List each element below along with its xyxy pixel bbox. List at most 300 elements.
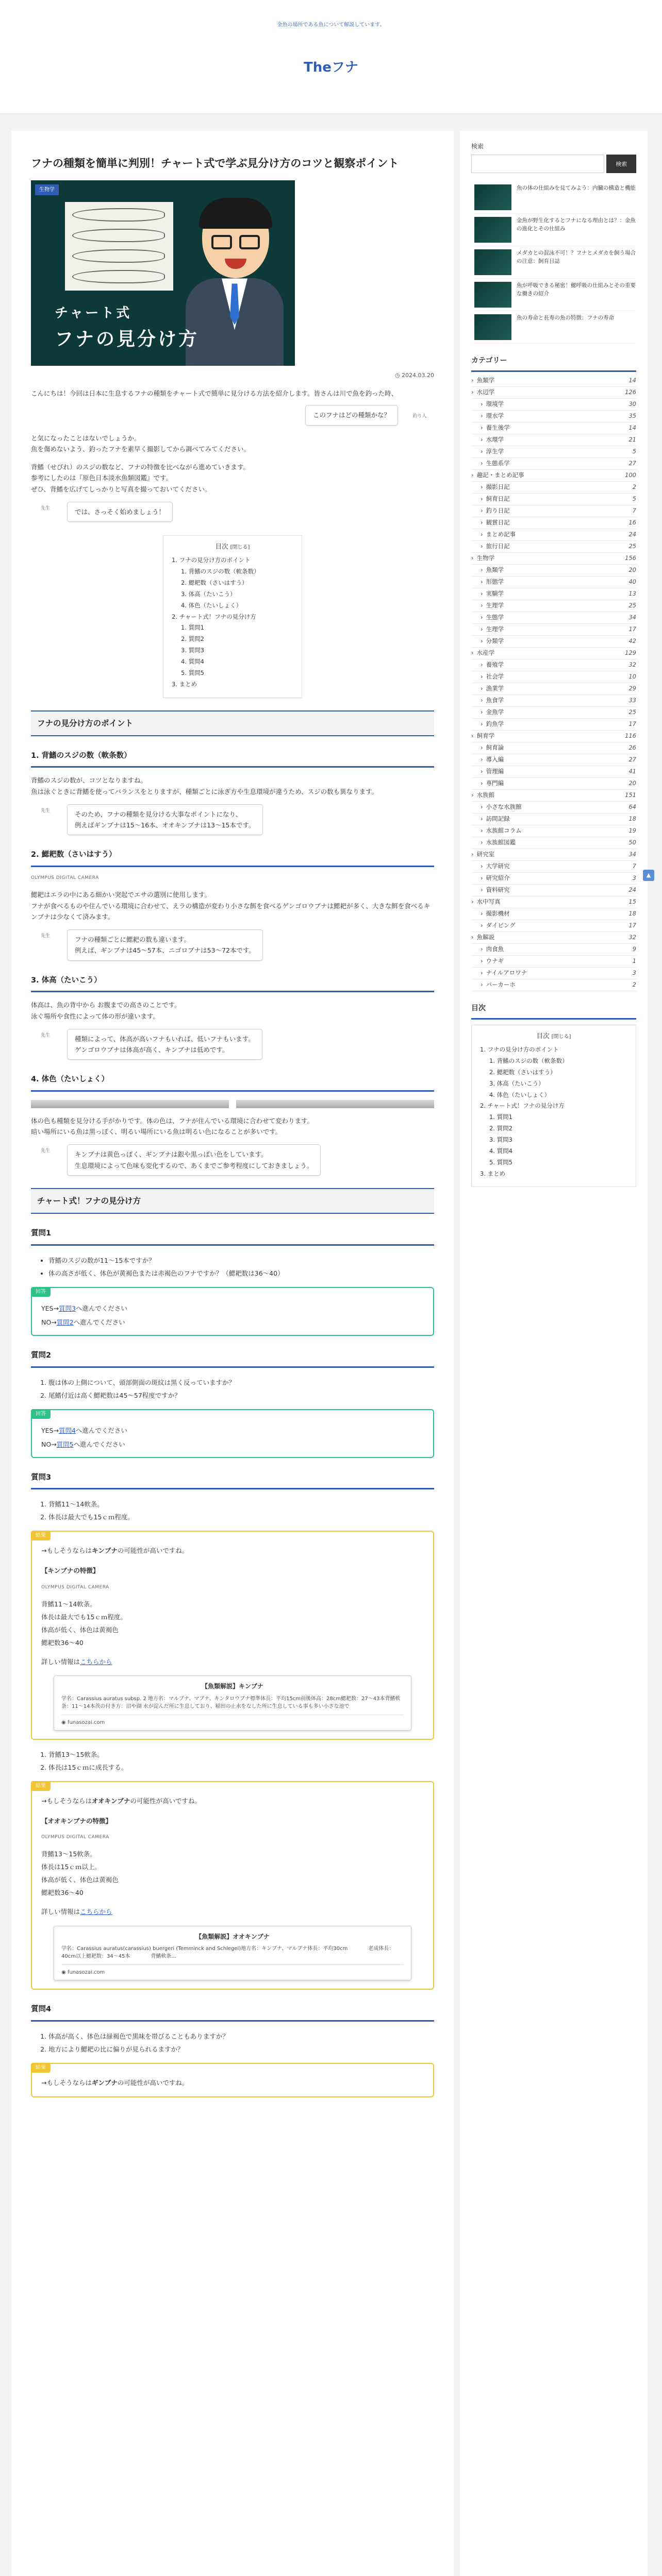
category-item[interactable] xyxy=(471,790,636,802)
category-item[interactable] xyxy=(471,482,636,494)
result-box xyxy=(31,1781,434,1990)
category-count: 27 xyxy=(628,460,636,467)
category-count: 27 xyxy=(628,756,636,764)
toc-item[interactable]: 3. まとめ xyxy=(172,680,197,688)
toc-item[interactable]: 2. チャート式！フナの見分け方 1. 質問1 2. 質問2 3. 質問3 4. 質問4 5. 質問5 xyxy=(480,1100,627,1168)
toc-item[interactable]: 1. 質問1 xyxy=(489,1113,512,1121)
site-logo[interactable]: Theフナ xyxy=(304,60,358,75)
balloon-text: 種類によって、体高が高いフナもいれば、低いフナもいます。 ゲンゴロウブナは体高が高く、キンブナは低めです。 xyxy=(67,1029,262,1060)
answer-box xyxy=(31,1409,434,1458)
category-name: › パーカーホ xyxy=(481,980,516,990)
category-name: › 水辺学 xyxy=(471,387,494,398)
category-count: 50 xyxy=(628,839,636,846)
recent-post-item[interactable] xyxy=(474,214,636,246)
post-thumbnail xyxy=(474,217,511,243)
category-item[interactable] xyxy=(471,659,636,671)
fish-drawing xyxy=(72,249,165,263)
fish-drawing xyxy=(72,229,165,242)
result-lead: →もしそうならはオオキンブナの可能性が高いですね。 xyxy=(41,1797,202,1805)
result-box xyxy=(31,2063,434,2097)
toc-item[interactable]: 2. チャート式！フナの見分け方 1. 質問1 2. 質問2 3. 質問3 4. 質問4 5. 質問5 xyxy=(172,612,293,679)
category-item[interactable] xyxy=(471,434,636,446)
category-item[interactable] xyxy=(471,825,636,837)
question-list xyxy=(31,2030,434,2056)
link-card-site: ◉ funasozai.com xyxy=(61,1715,404,1730)
section-heading: フナの見分け方のポイント xyxy=(31,710,434,736)
category-name: › 飼育日記 xyxy=(481,494,510,504)
category-item[interactable] xyxy=(471,742,636,754)
toc-item[interactable]: 3. 質問3 xyxy=(489,1136,512,1143)
category-item[interactable] xyxy=(471,399,636,411)
category-name: › 魚食学 xyxy=(481,696,504,706)
question-heading: 質問1 xyxy=(31,1227,434,1246)
category-name: › 肉食魚 xyxy=(481,944,504,955)
more-info-link[interactable]: こちらから xyxy=(80,1908,112,1916)
toc-item[interactable]: 2. 鰓耙数（さいはすう） xyxy=(489,1068,556,1076)
category-item[interactable] xyxy=(471,802,636,814)
recent-post-item[interactable] xyxy=(474,181,636,214)
main-content xyxy=(11,131,454,2576)
category-item[interactable] xyxy=(471,707,636,719)
category-count: 34 xyxy=(628,851,636,858)
list-item: 2. 尾鰭付近は高く鰓耙数は45〜57程度ですか？ xyxy=(48,1389,434,1402)
result-box xyxy=(31,1531,434,1739)
category-item[interactable] xyxy=(471,517,636,529)
category-item[interactable] xyxy=(471,908,636,920)
category-count: 14 xyxy=(628,377,636,384)
balloon-speaker: 先生 xyxy=(40,505,50,511)
recent-post-title: 魚の体の仕組みを見てみよう：内臓の構造と機能 xyxy=(517,185,636,192)
category-count: 151 xyxy=(625,791,636,799)
toc-header xyxy=(172,541,293,552)
recent-post-item[interactable] xyxy=(474,279,636,311)
speech-balloon xyxy=(31,502,434,522)
category-name: › 専門編 xyxy=(481,778,504,789)
category-item[interactable] xyxy=(471,624,636,636)
answer-no: NO→質問5へ進んでください xyxy=(41,1440,125,1449)
recent-post-item[interactable] xyxy=(474,246,636,279)
toc-item[interactable]: 2. 鰓耙数（さいはすう） xyxy=(181,579,248,587)
intro-paragraph: 背鰭（せびれ）のスジの数など、フナの特徴を比べながら進めていきます。 参考にしたのは『原色日本淡水魚類図鑑』です。 ぜひ、背鰭を広げてしっかりと写真を撮っておいてください。 xyxy=(31,463,250,493)
toc-title: 目次 xyxy=(215,543,228,551)
category-count: 7 xyxy=(632,507,636,515)
favicon-icon: ◉ xyxy=(61,1719,66,1725)
category-item[interactable] xyxy=(471,979,636,991)
post-date xyxy=(31,371,434,381)
category-count: 21 xyxy=(628,436,636,444)
category-count: 156 xyxy=(625,554,636,562)
list-item: 2. 体長は15ｃｍに成長する。 xyxy=(48,1761,434,1774)
category-name: › 管理編 xyxy=(481,767,504,777)
category-item[interactable] xyxy=(471,731,636,742)
paragraph: 体高は、魚の背中から お腹までの高さのことです。 泳ぐ場所や食性によって体の形が違います。 xyxy=(31,1001,181,1020)
category-name: › 撮影機材 xyxy=(481,909,510,919)
balloon-text: では、さっそく始めましょう！ xyxy=(67,502,173,522)
search-form xyxy=(471,155,636,173)
fish-name: キンブナ xyxy=(91,1547,118,1555)
category-name: › 生態学 xyxy=(481,613,504,623)
category-name: › 環水学 xyxy=(481,411,504,421)
category-name: › 漁業学 xyxy=(481,684,504,694)
category-name: › 水中写真 xyxy=(471,897,501,907)
search-button[interactable]: 検索 xyxy=(606,155,636,173)
category-name: › 撮影日記 xyxy=(481,482,510,493)
toc-item[interactable]: 5. 質問5 xyxy=(181,669,204,676)
intro-paragraph: こんにちは！今回は日本に生息するフナの種類をチャート式で簡単に見分ける方法を紹介します。皆さんは川で魚を釣った時、 xyxy=(31,389,398,398)
category-name: › 導入編 xyxy=(481,755,504,765)
category-count: 24 xyxy=(628,886,636,894)
category-count: 40 xyxy=(628,578,636,586)
image-placeholder xyxy=(236,1100,434,1108)
result-label: 結果 xyxy=(31,1781,51,1791)
category-item[interactable] xyxy=(471,470,636,482)
category-item[interactable] xyxy=(471,494,636,505)
toc-item[interactable]: 2. 質問2 xyxy=(181,635,204,643)
question-list xyxy=(31,1254,434,1280)
table-of-contents xyxy=(163,535,302,698)
toc-item[interactable]: 1. 背鰭のスジの数（軟条数） xyxy=(489,1057,568,1065)
eyecatch-image xyxy=(31,180,295,366)
category-name: › 実験学 xyxy=(481,589,504,599)
intro-paragraph: と気になったことはないでしょうか。 魚を傷めないよう、釣ったフナを素早く撮影してから調べてみてください。 xyxy=(31,434,251,453)
question-heading: 質問4 xyxy=(31,2003,434,2022)
image-placeholder-row xyxy=(31,1100,434,1108)
category-item[interactable] xyxy=(471,754,636,766)
toc-item[interactable]: 4. 質問4 xyxy=(181,657,204,665)
question-list xyxy=(31,1748,434,1774)
sidebar-table-of-contents xyxy=(471,1025,636,1187)
toc-toggle[interactable]: [閉じる] xyxy=(230,545,250,551)
category-item[interactable] xyxy=(471,671,636,683)
page-title: フナの種類を簡単に判別！チャート式で学ぶ見分け方のコツと観察ポイント xyxy=(31,157,399,170)
link-card-description: 学名：Carassius auratus(carassius) buergeri (Temminck and Schlegel)地方名：キンブナ、マルブナ体長：平均30cm 老成体長：40cm以上鰓耙数：34〜45本 背鰭軟条... xyxy=(61,1946,394,1960)
category-count: 20 xyxy=(628,779,636,787)
category-name: › 水族館コラム xyxy=(481,826,522,836)
answer-label: 回答 xyxy=(31,1409,51,1419)
category-item[interactable] xyxy=(471,375,636,387)
category-name: › 小さな水族館 xyxy=(481,802,522,812)
category-name: › 大学研究 xyxy=(481,861,510,872)
category-count: 32 xyxy=(628,934,636,941)
recent-post-item[interactable] xyxy=(474,311,636,344)
post-thumbnail xyxy=(474,184,511,210)
category-count: 116 xyxy=(625,732,636,740)
speech-balloon xyxy=(31,405,434,425)
category-item[interactable] xyxy=(471,636,636,648)
category-item[interactable] xyxy=(471,577,636,588)
category-item[interactable] xyxy=(471,387,636,399)
list-item: 2. 体長は最大でも15ｃｍ程度。 xyxy=(48,1511,434,1523)
more-info: 詳しい情報はこちらから xyxy=(41,1658,112,1666)
category-item[interactable] xyxy=(471,588,636,600)
category-count: 3 xyxy=(632,874,636,882)
category-item[interactable] xyxy=(471,896,636,908)
balloon-text: キンブナは黄色っぽく、ギンブナは銀や黒っぽい色をしています。 生息環境によって色味も変化するので、あくまでご参考程度にしておきましょう。 xyxy=(67,1144,321,1176)
category-item[interactable] xyxy=(471,565,636,577)
balloon-text: そのため、フナの種類を見分ける大事なポイントになり、 例えばギンブナは15〜16本、オオキンブナは13〜15本です。 xyxy=(67,804,263,836)
category-item[interactable] xyxy=(471,446,636,458)
no-link[interactable]: 質問5 xyxy=(56,1440,74,1449)
list-item: 1. 背鰭11〜14軟条。 xyxy=(48,1498,434,1511)
category-count: 26 xyxy=(628,744,636,752)
category-count: 9 xyxy=(632,945,636,953)
fish-drawing xyxy=(72,270,165,283)
balloon-speaker: 釣り人 xyxy=(412,414,427,419)
eyecatch-title-line2: フナの見分け方 xyxy=(55,329,200,350)
recent-posts xyxy=(471,181,636,344)
question-list xyxy=(31,1498,434,1523)
category-item[interactable] xyxy=(471,778,636,790)
photo-credit: OLYMPUS DIGITAL CAMERA xyxy=(41,1835,109,1840)
post-thumbnail xyxy=(474,282,511,308)
toc-item[interactable]: 1. 背鰭のスジの数（軟条数） xyxy=(181,568,260,575)
paragraph: 体の色も種類を見分ける手がかりです。体の色は、フナが住んでいる環境に合わせて変わります。 暗い場所にいる魚は黒っぽく、明るい場所にいる魚は明るい色になることが多いです。 xyxy=(31,1116,314,1136)
list-item: • 体の高さが低く、体色が黄褐色または赤褐色のフナですか？（鰓耙数は36〜40） xyxy=(48,1267,434,1280)
question-list xyxy=(31,1376,434,1402)
list-item: 1. 体高が高く、体色は緑褐色で黒味を帯びることもありますか？ xyxy=(48,2030,434,2043)
answer-label: 回答 xyxy=(31,1287,51,1297)
category-item[interactable] xyxy=(471,695,636,707)
category-item[interactable] xyxy=(471,849,636,861)
category-item[interactable] xyxy=(471,719,636,731)
category-name: › 形態学 xyxy=(481,577,504,587)
category-count: 10 xyxy=(628,673,636,681)
link-card-title: 【魚類解説】キンブナ xyxy=(202,1683,263,1690)
photo-credit: OLYMPUS DIGITAL CAMERA xyxy=(41,1584,109,1590)
category-count: 18 xyxy=(628,815,636,823)
category-item[interactable] xyxy=(471,683,636,695)
toc-list xyxy=(172,555,293,690)
eyecatch-title-line1: チャート式 xyxy=(55,306,132,321)
fish-feature-title: 【オオキンブナの特徴】 xyxy=(41,1817,112,1825)
answer-yes: YES→質問4へ進んでください xyxy=(41,1426,127,1434)
category-item[interactable] xyxy=(471,541,636,553)
category-name: › ウナギ xyxy=(481,956,504,967)
answer-no: NO→質問2へ進んでください xyxy=(41,1318,125,1327)
category-count: 20 xyxy=(628,566,636,574)
category-item[interactable] xyxy=(471,411,636,422)
answer-yes: YES→質問3へ進んでください xyxy=(41,1304,127,1312)
category-count: 64 xyxy=(628,803,636,811)
recent-post-title: 魚が呼吸できる秘密！鰓呼吸の仕組みとその重要な働きの紹介 xyxy=(517,282,636,297)
category-name: › 生態系学 xyxy=(481,459,510,469)
list-item: • 背鰭のスジの数が11〜15本ですか？ xyxy=(48,1254,434,1267)
speech-balloon xyxy=(31,804,434,836)
category-name: › 水産学 xyxy=(471,648,494,658)
site-header xyxy=(0,0,662,113)
toc-item[interactable]: 3. 体高（たいこう） xyxy=(489,1079,544,1087)
page-wrap xyxy=(11,131,651,2576)
balloon-speaker: 先生 xyxy=(40,934,50,939)
category-count: 13 xyxy=(628,590,636,598)
category-item[interactable] xyxy=(471,458,636,470)
clock-icon: ◷ xyxy=(394,372,400,379)
list-item: 1. 腹は体の上側について、頭部側面の斑紋は黒く反っていますか？ xyxy=(48,1376,434,1389)
post-thumbnail xyxy=(474,314,511,340)
speech-balloon xyxy=(31,1029,434,1060)
category-count: 32 xyxy=(628,661,636,669)
toc-item[interactable]: 3. 体高（たいこう） xyxy=(181,590,236,598)
list-item: 1. 背鰭13〜15軟条。 xyxy=(48,1748,434,1761)
category-count: 33 xyxy=(628,697,636,704)
toc-list xyxy=(480,1044,627,1179)
category-item[interactable] xyxy=(471,529,636,541)
question-heading: 質問2 xyxy=(31,1349,434,1368)
fish-illustration-paper xyxy=(65,202,173,291)
subsection-heading: 4. 体色（たいしょく） xyxy=(31,1073,434,1092)
toc-item[interactable]: 4. 体色（たいしょく） xyxy=(489,1091,551,1098)
toc-item[interactable]: 4. 体色（たいしょく） xyxy=(181,601,242,609)
category-name: › 研究室 xyxy=(471,850,494,860)
category-item[interactable] xyxy=(471,873,636,885)
category-count: 1 xyxy=(632,957,636,965)
category-count: 3 xyxy=(632,969,636,977)
toc-toggle[interactable]: [閉じる] xyxy=(551,1033,571,1040)
toc-item[interactable]: 5. 質問5 xyxy=(489,1158,512,1166)
category-count: 17 xyxy=(628,720,636,728)
category-count: 17 xyxy=(628,625,636,633)
recent-post-title: 金魚が野生化するとフナになる理由とは？：金魚の進化とその仕組み xyxy=(517,217,636,232)
category-item[interactable] xyxy=(471,837,636,849)
category-item[interactable] xyxy=(471,505,636,517)
category-name: › 分類学 xyxy=(481,636,504,647)
category-count: 18 xyxy=(628,910,636,918)
recent-post-title: 魚の寿命と長寿の魚の特徴：フナの寿命 xyxy=(517,315,614,321)
result-label: 結果 xyxy=(31,2063,51,2073)
result-lead: →もしそうならはギンブナの可能性が高いですね。 xyxy=(41,2078,189,2087)
category-name: › 養生後学 xyxy=(481,423,510,433)
category-list xyxy=(471,375,636,991)
link-card[interactable] xyxy=(54,1675,411,1730)
category-count: 2 xyxy=(632,483,636,491)
category-count: 17 xyxy=(628,922,636,929)
toc-item[interactable]: 2. 質問2 xyxy=(489,1125,512,1132)
eyecatch-category-badge[interactable]: 生物学 xyxy=(35,184,59,195)
category-name: › 飼育学 xyxy=(471,731,494,741)
search-label: 検索 xyxy=(471,143,484,150)
subsection-heading: 3. 体高（たいこう） xyxy=(31,974,434,993)
category-name: › 環境学 xyxy=(481,399,504,410)
speech-balloon xyxy=(31,1144,434,1176)
category-name: › 研究紹介 xyxy=(481,873,510,884)
category-name: › 社会学 xyxy=(481,672,504,682)
fish-drawing xyxy=(72,208,165,222)
balloon-text: フナの種類ごとに鰓耙の数も違います。 例えば、ギンブナは45〜57本、ニゴロブナは53〜72本です。 xyxy=(67,929,263,961)
category-item[interactable] xyxy=(471,968,636,979)
category-count: 24 xyxy=(628,531,636,538)
category-count: 41 xyxy=(628,768,636,775)
category-item[interactable] xyxy=(471,766,636,778)
category-count: 16 xyxy=(628,519,636,527)
question-heading: 質問3 xyxy=(31,1471,434,1490)
category-item[interactable] xyxy=(471,956,636,968)
photo-credit: OLYMPUS DIGITAL CAMERA xyxy=(31,875,99,881)
page-top-button[interactable]: ▲ xyxy=(643,870,654,881)
sidebar xyxy=(460,131,648,2576)
category-count: 25 xyxy=(628,708,636,716)
category-name: › 資料研究 xyxy=(481,885,510,895)
category-item[interactable] xyxy=(471,920,636,932)
category-name: › 金魚学 xyxy=(481,707,504,718)
category-item[interactable] xyxy=(471,422,636,434)
categories-heading: カテゴリー xyxy=(471,355,636,372)
toc-item[interactable]: 4. 質問4 xyxy=(489,1147,512,1155)
category-name: › 魚類学 xyxy=(481,565,504,575)
yes-link[interactable]: 質問4 xyxy=(58,1426,76,1434)
more-info-link[interactable]: こちらから xyxy=(80,1658,112,1666)
category-item[interactable] xyxy=(471,612,636,624)
category-item[interactable] xyxy=(471,814,636,825)
toc-item[interactable]: 1. 質問1 xyxy=(181,624,204,632)
category-count: 35 xyxy=(628,412,636,420)
fish-features: 背鰭13〜15軟条。 体長は15ｃｍ以上。 体高が低く、体色は黄褐色 鰓耙数36〜40 xyxy=(41,1850,119,1897)
category-count: 25 xyxy=(628,602,636,609)
search-input[interactable] xyxy=(471,155,604,173)
category-item[interactable] xyxy=(471,648,636,659)
post-date-text: 2024.03.20 xyxy=(402,372,434,379)
category-item[interactable] xyxy=(471,944,636,956)
category-name: › 養殖学 xyxy=(481,660,504,670)
toc-item[interactable]: 1. フナの見分け方のポイント 1. 背鰭のスジの数（軟条数） 2. 鰓耙数（さいはすう） 3. 体高（たいこう） 4. 体色（たいしょく） xyxy=(172,555,293,611)
category-name: › 生物学 xyxy=(471,553,494,564)
link-card[interactable] xyxy=(54,1926,411,1980)
category-name: › 水族館 xyxy=(471,790,494,801)
section-heading: チャート式！フナの見分け方 xyxy=(31,1188,434,1214)
fish-features: 背鰭11〜14軟条。 体長は最大でも15ｃｍ程度。 体高が低く、体色は黄褐色 鰓耙数36〜40 xyxy=(41,1600,127,1647)
paragraph: 背鰭のスジの数が、コツとなりますね。 魚は泳ぐときに背鰭を使ってバランスをとりますが、種類ごとに泳ぎ方や生息環境が違うため、スジの数も異なります。 xyxy=(31,776,378,795)
category-name: › 観賞日記 xyxy=(481,518,510,528)
category-count: 30 xyxy=(628,400,636,408)
category-item[interactable] xyxy=(471,553,636,565)
category-item[interactable] xyxy=(471,861,636,873)
yes-link[interactable]: 質問3 xyxy=(58,1304,76,1312)
category-name: › ナイルアロワナ xyxy=(481,968,527,978)
fish-feature-title: 【キンブナの特徴】 xyxy=(41,1567,100,1575)
category-name: › 魚解説 xyxy=(471,933,494,943)
balloon-speaker: 先生 xyxy=(40,808,50,814)
category-count: 15 xyxy=(628,898,636,906)
category-count: 5 xyxy=(632,448,636,455)
subsection-heading: 2. 鰓耙数（さいはすう） xyxy=(31,849,434,867)
category-count: 126 xyxy=(625,388,636,396)
balloon-speaker: 先生 xyxy=(40,1032,50,1038)
toc-item[interactable]: 3. まとめ xyxy=(480,1170,506,1177)
paragraph: 鰓耙はエラの中にある細かい突起でエサの選別に使用します。 フナが食べるものや住んでいる環境に合わせて、えラの構造が変わり小さな餌を食べるゲンゴロウブナは鰓耙が多く、大きな餌を食べるキンブナは少なくて済みます。 xyxy=(31,891,431,921)
category-item[interactable] xyxy=(471,600,636,612)
category-count: 25 xyxy=(628,543,636,550)
category-count: 29 xyxy=(628,685,636,692)
toc-header: 目次 [閉じる] xyxy=(536,1031,571,1040)
teacher-illustration xyxy=(186,201,284,366)
category-name: › 水環学 xyxy=(481,435,504,445)
toc-item[interactable]: 1. フナの見分け方のポイント 1. 背鰭のスジの数（軟条数） 2. 鰓耙数（さいはすう） 3. 体高（たいこう） 4. 体色（たいしょく） xyxy=(480,1044,627,1100)
category-name: › 飼育論 xyxy=(481,743,504,753)
category-item[interactable] xyxy=(471,885,636,896)
category-name: › 釣魚学 xyxy=(481,719,504,730)
toc-item[interactable]: 3. 質問3 xyxy=(181,647,204,654)
more-info: 詳しい情報はこちらから xyxy=(41,1908,112,1916)
category-count: 5 xyxy=(632,495,636,503)
recent-post-title: メダカとの混泳不可！？フナとメダカを飼う場合の注意：飼育日誌 xyxy=(517,250,636,264)
category-name: › ダイビング xyxy=(481,921,516,931)
category-name: › 釣り日記 xyxy=(481,506,510,516)
link-card-description: 学名：Carassius auratus subsp. 2 地方名：マルブナ、マブナ、キンタロウブナ標準体長：平均15cm前後体高：28cm鰓耙数：27〜43本背鰭軟条：11〜14本茨の付き方：沼や湖 水が淀んだ所に生息しており、稲田の止水をなした所に生息している事も多い小さな池で xyxy=(61,1696,401,1709)
no-link[interactable]: 質問2 xyxy=(56,1318,74,1327)
site-tagline: 金魚の場所である魚について解説しています。 xyxy=(277,22,385,28)
category-item[interactable] xyxy=(471,932,636,944)
category-count: 42 xyxy=(628,637,636,645)
subsection-heading: 1. 背鰭のスジの数（軟条数） xyxy=(31,750,434,768)
